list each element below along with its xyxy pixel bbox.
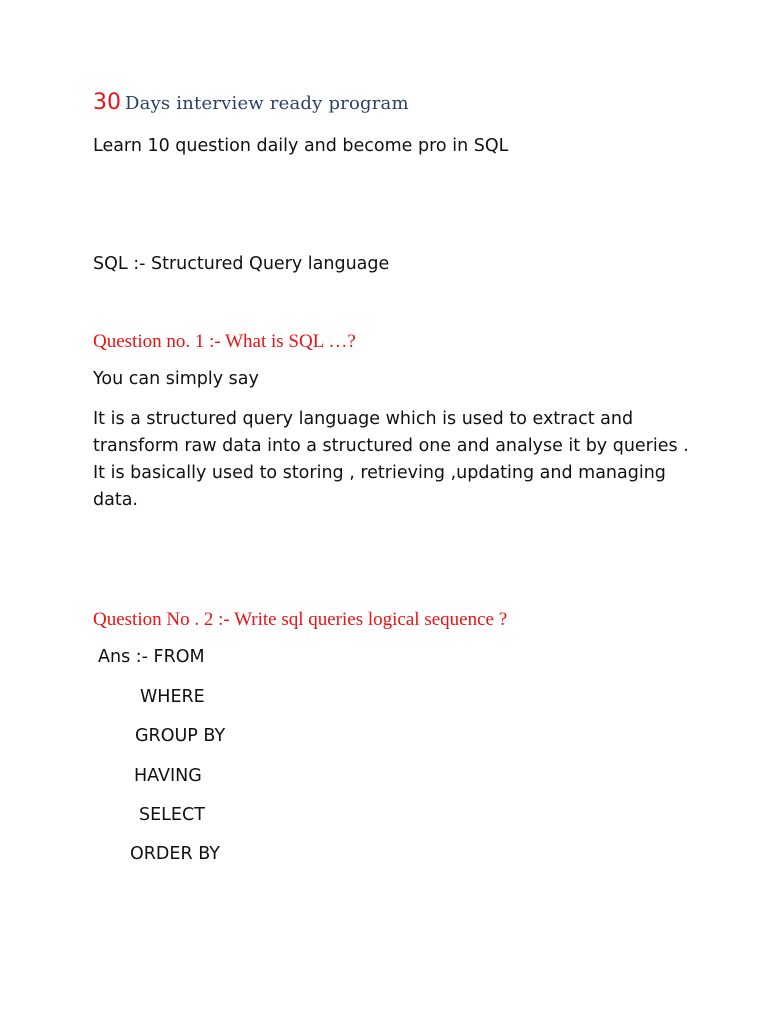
question-1-answer [93, 406, 689, 514]
answer-line: data. [93, 490, 138, 510]
question-2-heading: Question No . 2 :- Write sql queries logical sequence ? [93, 609, 508, 630]
answer-line: It is basically used to storing , retrieving ,updating and managing [93, 463, 666, 483]
document-title [93, 90, 409, 115]
sequence-item-having: HAVING [134, 766, 202, 786]
sequence-item-order-by: ORDER BY [130, 844, 220, 864]
sequence-item-group-by: GROUP BY [135, 726, 226, 746]
question-1-lead: You can simply say [93, 369, 259, 389]
answer-line: It is a structured query language which is used to extract and [93, 409, 634, 429]
question-2-answer-prefix: Ans :- FROM [98, 647, 205, 667]
question-1-heading: Question no. 1 :- What is SQL …? [93, 331, 356, 352]
answer-line: transform raw data into a structured one and analyse it by queries . [93, 436, 689, 456]
sequence-item-where: WHERE [140, 687, 205, 707]
sequence-item-select: SELECT [139, 805, 205, 825]
title-number: 30 [93, 90, 121, 115]
sql-definition: SQL :- Structured Query language [93, 254, 390, 274]
tagline: Learn 10 question daily and become pro in SQL [93, 136, 509, 156]
title-text: Days interview ready program [125, 93, 409, 114]
